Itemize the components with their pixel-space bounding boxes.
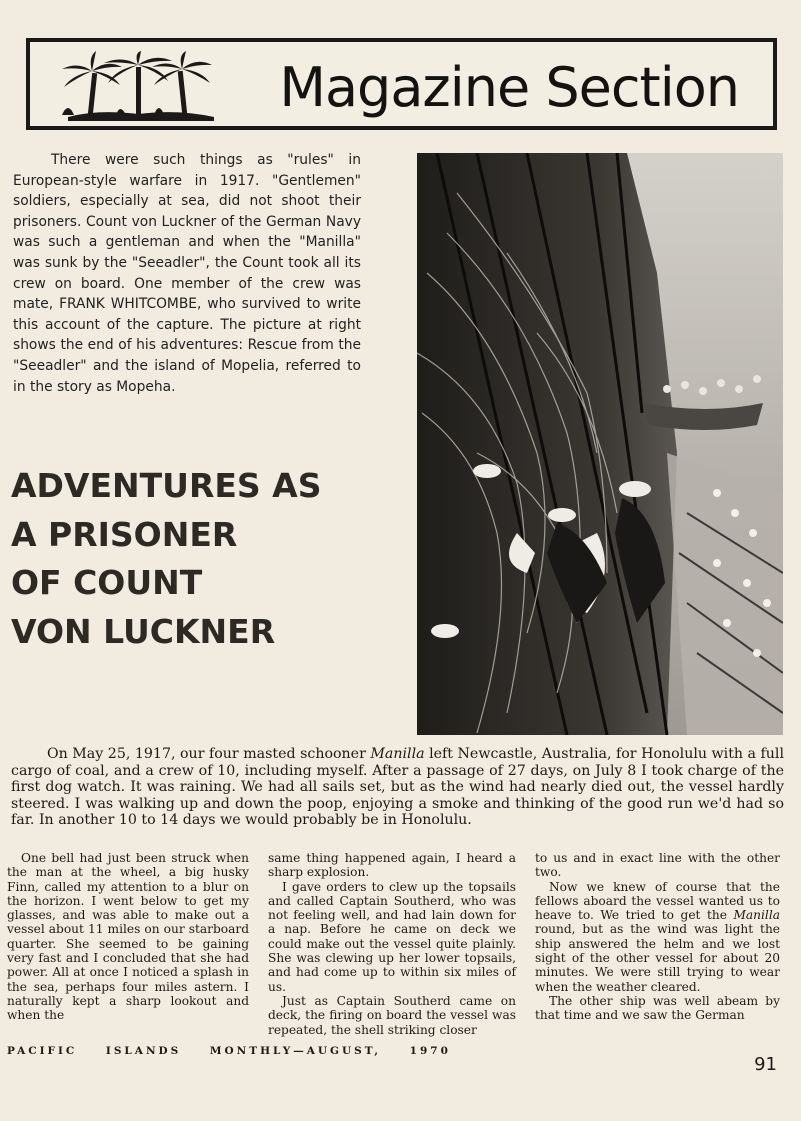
publication-footer: PACIFIC ISLANDS MONTHLY—AUGUST, 1970 — [7, 1045, 451, 1057]
photo-illustration — [417, 153, 783, 735]
lead-text: left Newcastle, Australia, for Honolulu with a full cargo of coal, and a crew of 10, including myself. After a passage of 27 days, on July 8 I took charge of the first dog watch. It was raining. We had all sails set, but as the wind had nearly died out, the vessel hardly steered. I was walking up and down the poop, enjoying a smoke and thinking of the good run we'd had so far. In another 10 to 14 days we would probably be in Honolulu. — [11, 746, 784, 828]
body-text: round, but as the wind was light the ship answered the helm and we lost sight of the other vessel for about 20 minutes. We were still trying to wear when the weather cleared. — [535, 922, 780, 994]
ship-rescue-photo — [417, 153, 783, 735]
magazine-section-banner — [26, 38, 777, 130]
body-column-2 — [268, 851, 516, 1037]
palm-trees-icon — [58, 51, 220, 121]
body-paragraph: I gave orders to clew up the topsails and called Captain Southerd, who was not feeling well, and had lain down for a nap. Before he came on deck we could make out the vessel quite plainly. She was clewing up her lower topsails, and had come up to within six miles of us. — [268, 879, 516, 994]
body-column-1 — [7, 851, 249, 1023]
body-paragraph: The other ship was well abeam by that time and we saw the German — [535, 993, 780, 1023]
body-paragraph: same thing happened again, I heard a sharp explosion. — [268, 851, 516, 880]
ship-name: Manilla — [733, 908, 780, 923]
body-paragraph: One bell had just been struck when the man at the wheel, a big husky Finn, called my attention to a blur on the horizon. I went below to get my glasses, and was able to make out a vessel about 11 miles on our starboard quarter. She seemed to be gaining very fast and I concluded that she had power. All at once I noticed a splash in the sea, perhaps four miles astern. I naturally kept a sharp lookout and when the — [7, 851, 249, 1023]
headline-line: OF COUNT — [11, 563, 203, 602]
intro-paragraph: There were such things as "rules" in European-style warfare in 1917. "Gentlemen" soldiers, especially at sea, did not shoot their prisoners. Count von Luckner of the German Navy was such a gentleman and when the "Manilla" was sunk by the "Seeadler", the Count took all its crew on board. One member of the crew was mate, FRANK WHITCOMBE, who survived to write this account of the capture. The picture at right shows the end of his adventures: Rescue from the "Seeadler" and the island of Mopelia, referred to in the story as Mopeha. — [13, 152, 361, 395]
headline-line: VON LUCKNER — [11, 611, 276, 651]
lead-paragraph — [11, 746, 784, 829]
ship-name: Manilla — [370, 746, 425, 762]
lead-text: On May 25, 1917, our four masted schooner — [47, 746, 371, 762]
headline-line: ADVENTURES AS — [11, 466, 322, 505]
page-number: 91 — [754, 1054, 777, 1075]
body-paragraph — [535, 880, 780, 994]
body-paragraph: Just as Captain Southerd came on deck, the firing on board the vessel was repeated, the shell striking closer — [268, 993, 516, 1037]
body-column-3 — [535, 851, 780, 1023]
body-paragraph: to us and in exact line with the other two. — [535, 851, 780, 880]
body-text: Now we knew of course that the fellows aboard the vessel wanted us to heave to. We tried to get the — [535, 879, 780, 923]
article-headline — [11, 462, 371, 656]
section-title: Magazine Section — [279, 56, 739, 119]
headline-line: A PRISONER — [11, 514, 238, 554]
